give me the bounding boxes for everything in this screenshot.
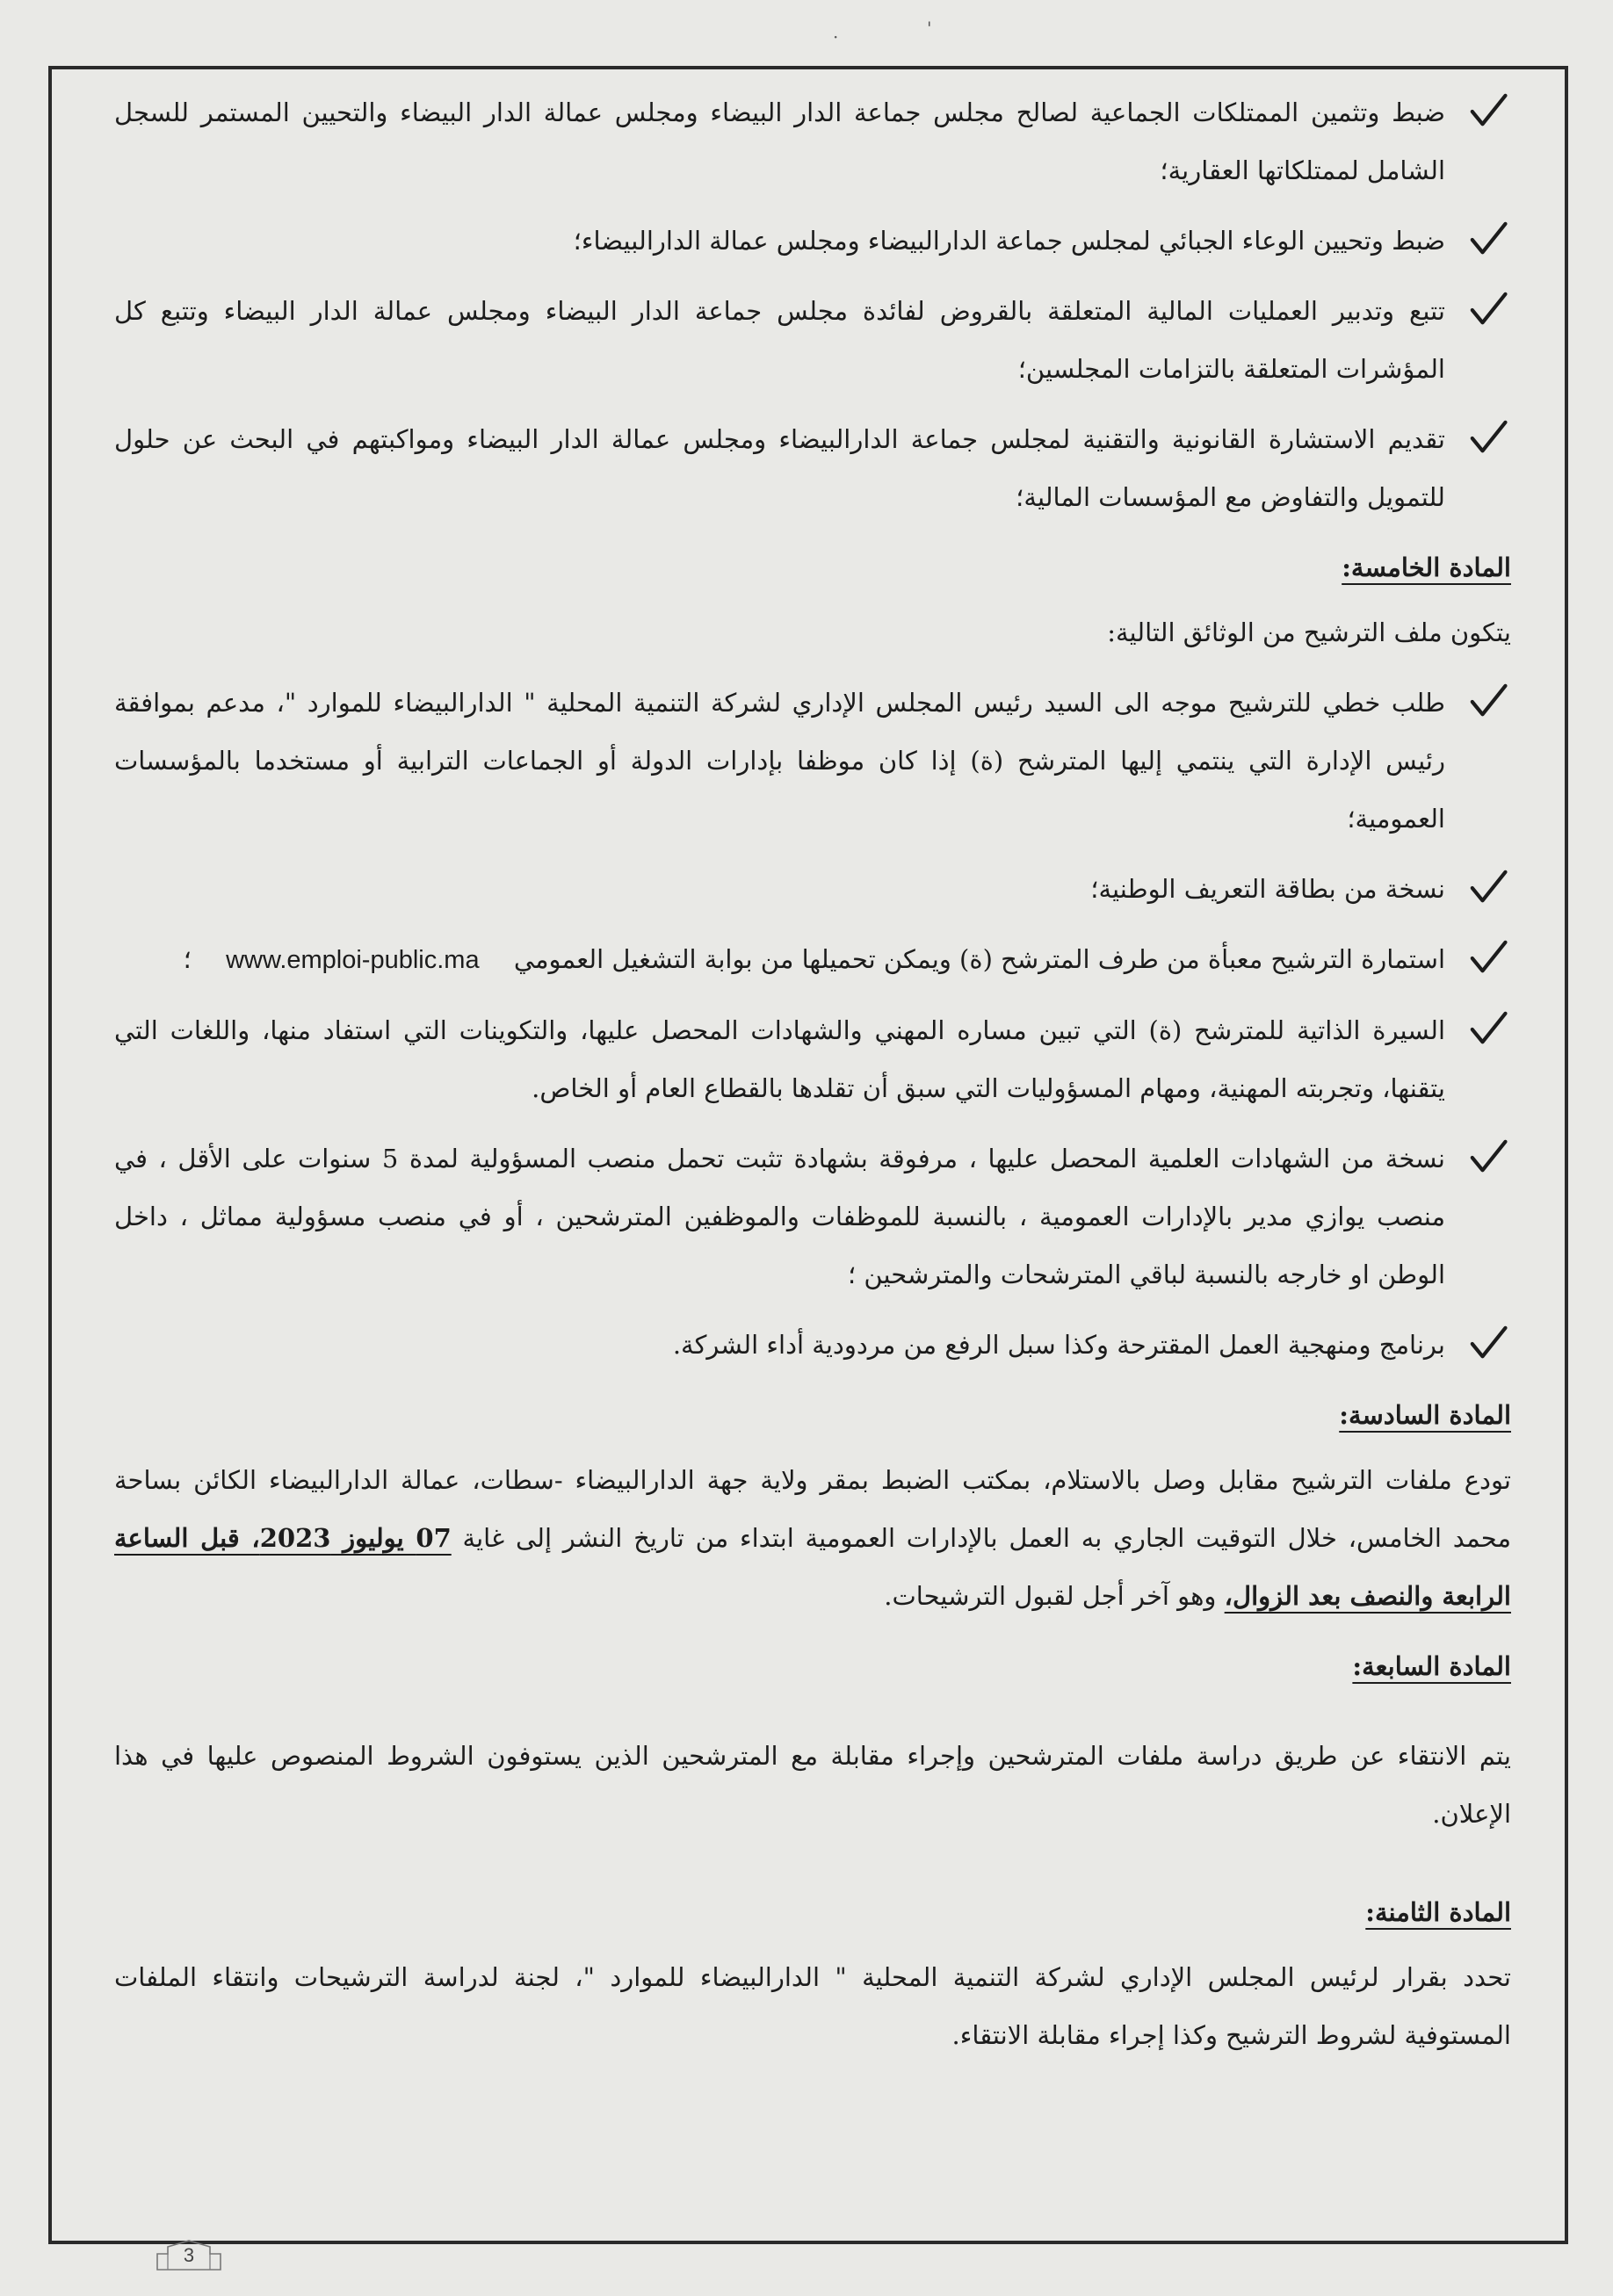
check-mark-icon	[1458, 674, 1511, 726]
page-number	[154, 2238, 224, 2273]
check-mark-icon	[1458, 212, 1511, 264]
article-6-text-before: تودع ملفات الترشيح مقابل وصل بالاستلام، بمكتب الضبط بمقر ولاية جهة الدارالبيضاء -سطات، عمالة الدارالبيضاء الكائن بساحة محمد الخامس، خلال التوقيت الجاري به العمل بالإدارات العمومية ابتداء من تاريخ النشر إلى غاية	[114, 1465, 1512, 1553]
article-8-heading: المادة الثامنة:	[1365, 1897, 1511, 1927]
check-mark-icon	[1458, 1130, 1511, 1182]
article-5-heading: المادة الخامسة:	[1342, 552, 1511, 582]
scan-mark: ·	[833, 26, 839, 47]
page-number-text: 3	[183, 2244, 195, 2266]
list-item-text: ضبط وتثمين الممتلكات الجماعية لصالح مجلس جماعة الدار البيضاء ومجلس عمالة الدار البيضاء والتحيين المستمر للسجل الشامل لممتلكاتها العقارية؛	[114, 97, 1445, 185]
list-item	[114, 1130, 1511, 1303]
list-item-text: استمارة الترشيح معبأة من طرف المترشح (ة) ويمكن تحميلها من بوابة التشغيل العمومي	[513, 944, 1445, 974]
list-item	[114, 282, 1511, 398]
list-item-text: برنامج ومنهجية العمل المقترحة وكذا سبل الرفع من مردودية أداء الشركة.	[672, 1330, 1445, 1360]
list-item	[114, 1316, 1511, 1374]
check-mark-icon	[1458, 410, 1511, 463]
list-item	[114, 860, 1511, 918]
check-mark-icon	[1458, 930, 1511, 983]
list-item	[114, 1001, 1511, 1117]
list-item	[114, 410, 1511, 526]
article-6-heading: المادة السادسة:	[1339, 1400, 1511, 1430]
scan-mark: '	[927, 18, 932, 39]
article-5-intro: يتكون ملف الترشيح من الوثائق التالية:	[1107, 617, 1511, 647]
list-item-text: ضبط وتحيين الوعاء الجبائي لمجلس جماعة الدارالبيضاء ومجلس عمالة الدارالبيضاء؛	[573, 226, 1445, 256]
list-item	[114, 930, 1511, 989]
list-item-text: نسخة من الشهادات العلمية المحصل عليها ، مرفوقة بشهادة تثبت تحمل منصب المسؤولية لمدة 5 سنوات على الأقل ، في منصب يوازي مدير بالإدارات العمومية ، بالنسبة للموظفات والموظفين المترشحين ، أو في منصب مسؤولية مماثل ، داخل الوطن او خارجه بالنسبة لباقي المترشحات والمترشحين ؛	[114, 1144, 1446, 1289]
article-8-text: تحدد بقرار لرئيس المجلس الإداري لشركة التنمية المحلية " الدارالبيضاء للموارد "، لجنة لدراسة الترشيحات وانتقاء الملفات المستوفية لشروط الترشيح وكذا إجراء مقابلة الانتقاء.	[114, 1962, 1511, 2050]
list-item	[114, 212, 1511, 270]
deadline: 07 يوليوز 2023، قبل الساعة الرابعة والنصف بعد الزوال،	[114, 1523, 1511, 1611]
check-mark-icon	[1458, 1316, 1511, 1368]
list-item-text: طلب خطي للترشيح موجه الى السيد رئيس المجلس الإداري لشركة التنمية المحلية " الدارالبيضاء للموارد "، مدعم بموافقة رئيس الإدارة التي ينتمي إليها المترشح (ة) إذا كان موظفا بإدارات الدولة أو الجماعات الترابية أو مستخدما بالمؤسسات العمومية؛	[114, 688, 1445, 834]
list-item-text: تقديم الاستشارة القانونية والتقنية لمجلس جماعة الدارالبيضاء ومجلس عمالة الدار البيضاء ومواكبتهم في البحث عن حلول للتمويل والتفاوض مع المؤسسات المالية؛	[114, 424, 1445, 512]
check-mark-icon	[1458, 860, 1511, 913]
article-7-text: يتم الانتقاء عن طريق دراسة ملفات المترشحين وإجراء مقابلة مع المترشحين الذين يستوفون الشروط المنصوص عليها في هذا الإعلان.	[114, 1741, 1511, 1829]
list-item	[114, 83, 1511, 199]
check-mark-icon	[1458, 1001, 1511, 1054]
website-link[interactable]: www.emploi-public.ma	[226, 946, 480, 974]
article-7-heading: المادة السابعة:	[1352, 1651, 1511, 1681]
list-item-suffix: ؛	[183, 944, 192, 974]
list-item-text: نسخة من بطاقة التعريف الوطنية؛	[1090, 874, 1445, 904]
article-6-text-after: وهو آخر أجل لقبول الترشيحات.	[884, 1581, 1217, 1611]
article-6-text	[114, 1451, 1511, 1625]
list-item	[114, 674, 1511, 848]
check-mark-icon	[1458, 83, 1511, 136]
check-mark-icon	[1458, 282, 1511, 335]
list-item-text: تتبع وتدبير العمليات المالية المتعلقة بالقروض لفائدة مجلس جماعة الدار البيضاء ومجلس عمالة الدار البيضاء وتتبع كل المؤشرات المتعلقة بالتزامات المجلسين؛	[114, 296, 1445, 384]
list-item-text: السيرة الذاتية للمترشح (ة) التي تبين مساره المهني والشهادات المحصل عليها، والتكوينات التي استفاد منها، واللغات التي يتقنها، وتجربته المهنية، ومهام المسؤوليات التي سبق أن تقلدها بالقطاع العام أو الخاص.	[114, 1015, 1445, 1103]
document-body	[114, 83, 1511, 2076]
